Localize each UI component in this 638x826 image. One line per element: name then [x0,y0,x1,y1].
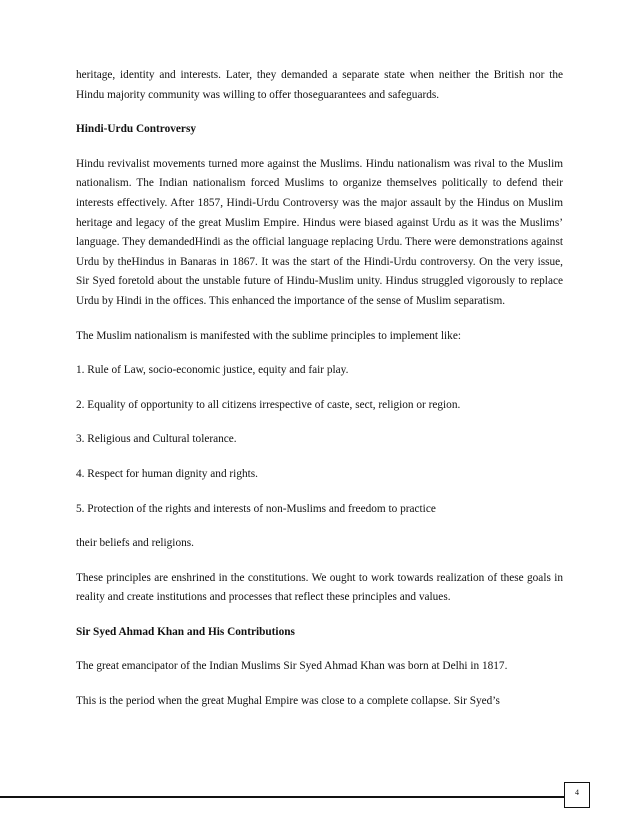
section-heading-sir-syed: Sir Syed Ahmad Khan and His Contributions [76,625,295,638]
emancipator-paragraph: The great emancipator of the Indian Muslims Sir Syed Ahmad Khan was born at Delhi in 1817. [76,660,508,673]
section-heading-hindi-urdu: Hindi-Urdu Controversy [76,123,196,136]
enshrined-paragraph: These principles are enshrined in the constitutions. We ought to work towards realization of these goals in reality and create institutions and processes that reflect these principles and values. [76,571,563,604]
principle-item-3: 3. Religious and Cultural tolerance. [76,433,237,446]
principle-item-5: 5. Protection of the rights and interests of non-Muslims and freedom to practice [76,502,436,515]
page-number: 4 [575,788,579,797]
principle-item-4: 4. Respect for human dignity and rights. [76,467,258,480]
intro-paragraph: heritage, identity and interests. Later, they demanded a separate state when neither the British nor the Hindu majority community was willing to offer thoseguarantees and safeguards. [76,69,563,101]
mughal-paragraph: This is the period when the great Mughal Empire was close to a complete collapse. Sir Syed’s [76,695,500,708]
principle-item-1: 1. Rule of Law, socio-economic justice, equity and fair play. [76,364,349,377]
footer-rule [0,796,564,798]
controversy-paragraph: Hindu revivalist movements turned more against the Muslims. Hindu nationalism was rival to the Muslim nationalism. The Indian nationalism forced Muslims to organize themselves politically to defend their interests effectively. After 1857, Hindi-Urdu Controversy was the major assault by the Hindus on Muslim heritage and legacy of the great Muslim Empire. Hindus were biased against Urdu as it was the Muslims’ language. They demandedHindi as the official language replacing Urdu. There were demonstrations against Urdu by theHindus in Banaras in 1867. It was the start of the Hindi-Urdu controversy. On the very issue, Sir Syed foretold about the unstable future of Hindu-Muslim unity. Hindus struggled vigorously to replace Urdu by Hindi in the offices. This enhanced the importance of the sense of Muslim separatism. [76,157,563,307]
principle-item-5-continuation: their beliefs and religions. [76,537,194,550]
principle-item-2: 2. Equality of opportunity to all citizens irrespective of caste, sect, religion or region. [76,398,461,411]
page-number-box [564,782,590,808]
page-content [76,66,563,727]
principles-intro: The Muslim nationalism is manifested with the sublime principles to implement like: [76,329,461,342]
